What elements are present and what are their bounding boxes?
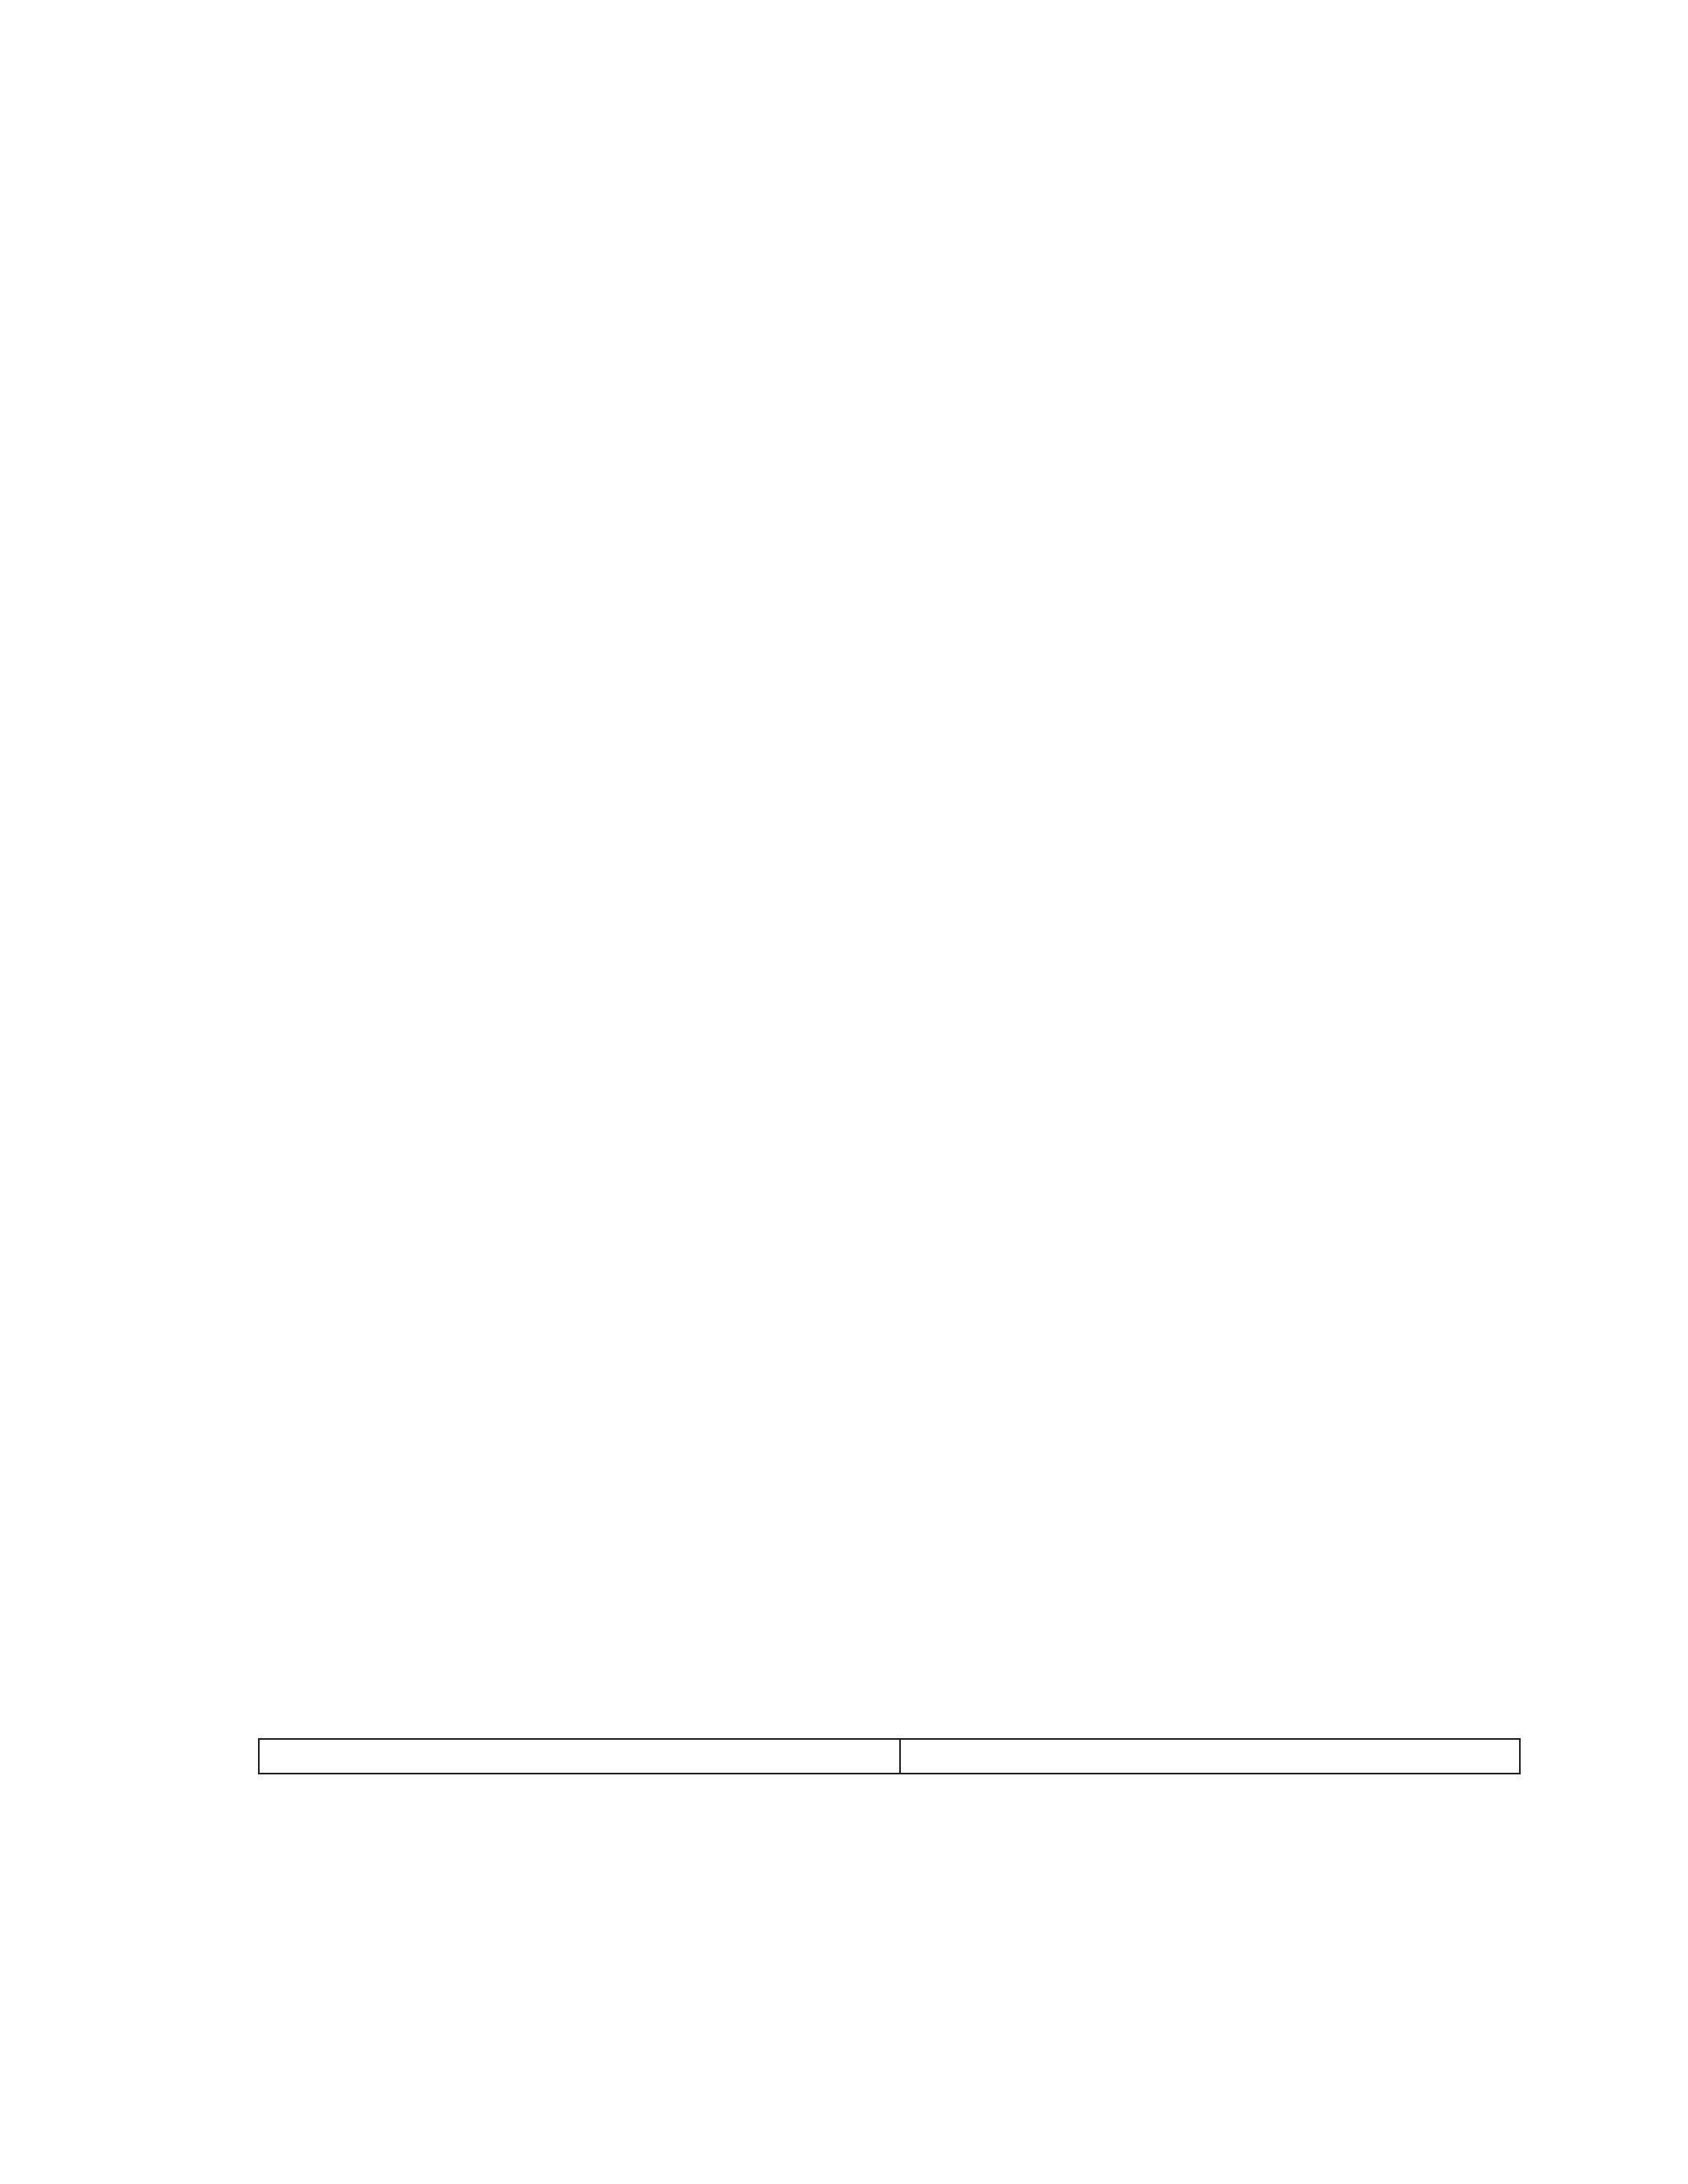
classification-heading: [166, 1356, 185, 1399]
table-header-row: [259, 1739, 1520, 1774]
definition-heading: [166, 288, 185, 332]
classification-table: [258, 1738, 1521, 1774]
table-header-classes: [259, 1739, 900, 1774]
table-header-examples: [900, 1739, 1520, 1774]
